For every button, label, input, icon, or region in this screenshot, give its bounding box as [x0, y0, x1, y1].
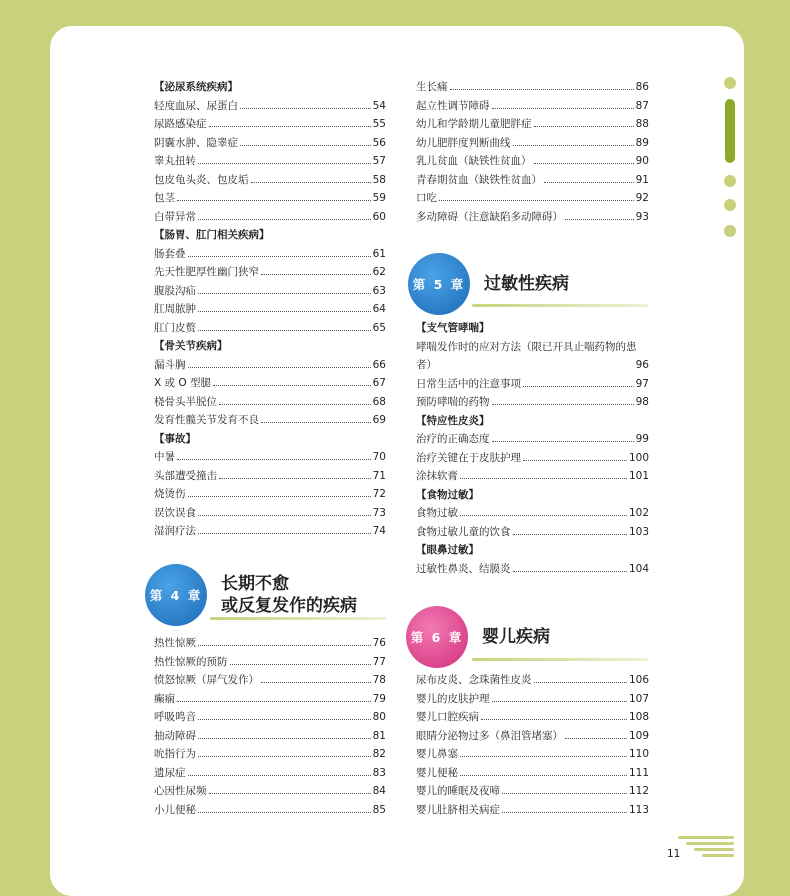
toc-entry-label: 湿润疗法 [154, 525, 196, 537]
toc-entry-label: 睾丸扭转 [154, 155, 196, 167]
dot-leader [240, 145, 371, 146]
toc-entry-page: 72 [372, 488, 386, 500]
toc-entry-page: 113 [628, 803, 649, 816]
dot-leader [198, 163, 371, 164]
toc-entry-page: 103 [628, 525, 649, 538]
dot-leader [513, 534, 627, 535]
toc-entry-label: 眼睛分泌物过多（鼻泪管堵塞） [416, 729, 563, 742]
toc-entry-page: 63 [372, 284, 386, 297]
toc-entry-label: 腹股沟疝 [154, 284, 196, 297]
toc-entry-label: 婴儿肚脐相关病症 [416, 803, 500, 816]
toc-entry-page: 56 [372, 136, 386, 149]
dot-leader [198, 219, 371, 220]
toc-entry-label-line2: 者） [416, 359, 437, 371]
toc-entry-label: 烧烫伤 [154, 488, 186, 500]
toc-entry[interactable] [416, 467, 649, 486]
stripe [678, 836, 734, 839]
toc-entry-page: 70 [372, 451, 386, 463]
toc-entry[interactable] [416, 152, 649, 171]
dot-leader [213, 385, 371, 386]
toc-entry-label: 起立性调节障碍 [416, 99, 490, 112]
toc-entry[interactable] [416, 671, 649, 690]
toc-entry[interactable] [416, 393, 649, 412]
toc-entry[interactable] [416, 560, 649, 579]
toc-entry-page: 73 [372, 506, 386, 519]
toc-entry-page: 71 [372, 469, 386, 482]
stripe [686, 842, 734, 845]
dot-leader [198, 719, 371, 720]
toc-entry[interactable] [416, 375, 649, 394]
toc-entry-label: 婴儿的睡眠及夜啼 [416, 785, 500, 797]
toc-entry[interactable] [154, 690, 386, 709]
toc-entry[interactable] [154, 708, 386, 727]
toc-entry-page: 69 [372, 414, 386, 426]
toc-entry[interactable] [154, 522, 386, 541]
toc-entry-label: 中暑 [154, 451, 175, 463]
dot-leader [230, 664, 371, 665]
nav-dot [724, 225, 736, 237]
toc-entry[interactable] [154, 263, 386, 282]
toc-entry-label: 食物过敏 [416, 507, 458, 519]
chapter-5-badge: 第 5 章 [408, 253, 470, 315]
toc-entry-page: 92 [635, 192, 649, 204]
toc-entry-page: 102 [628, 507, 649, 519]
nav-active-bar [725, 99, 735, 163]
chapter-5-underline [472, 304, 648, 307]
toc-entry-page: 79 [372, 692, 386, 705]
toc-entry-label: 婴儿鼻塞 [416, 748, 458, 760]
toc-entry-label: 幼儿肥胖度判断曲线 [416, 136, 511, 149]
dot-leader [534, 163, 634, 164]
toc-entry-label: 发育性髋关节发育不良 [154, 414, 259, 426]
toc-entry-page: 89 [635, 136, 649, 149]
toc-entry[interactable] [154, 356, 386, 375]
chapter-6-title: 婴儿疾病 [482, 627, 550, 647]
toc-entry-label: X 或 O 型腿 [154, 377, 211, 389]
dot-leader [198, 293, 371, 294]
toc-entry-page: 66 [372, 358, 386, 371]
toc-entry-page: 83 [372, 766, 386, 779]
toc-entry-page: 74 [372, 525, 386, 537]
toc-entry-page: 99 [635, 433, 649, 445]
toc-entry[interactable] [154, 764, 386, 783]
dot-leader [188, 775, 371, 776]
toc-entry-label: 白带异常 [154, 210, 196, 223]
dot-leader [219, 478, 371, 479]
section-heading: 【特应性皮炎】 [416, 414, 490, 427]
chapter-5-list [416, 319, 649, 578]
toc-entry[interactable] [154, 467, 386, 486]
toc-entry-label: 包皮龟头炎、包皮垢 [154, 173, 249, 186]
toc-entry-page: 107 [628, 692, 649, 705]
toc-entry-label: 过敏性鼻炎、结膜炎 [416, 562, 511, 575]
section-heading: 【骨关节疾病】 [154, 340, 228, 352]
toc-entry-page: 81 [372, 729, 386, 742]
toc-entry-page: 65 [372, 321, 386, 334]
toc-entry-page: 61 [372, 247, 386, 260]
toc-entry-label: 婴儿便秘 [416, 766, 458, 779]
toc-entry[interactable] [416, 764, 649, 783]
toc-left-column [154, 78, 386, 541]
dot-leader [198, 515, 371, 516]
toc-entry-label: 遗尿症 [154, 766, 186, 779]
dot-leader [261, 422, 371, 423]
toc-entry-label: 漏斗胸 [154, 358, 186, 371]
toc-entry-page: 55 [372, 118, 386, 130]
toc-entry-page: 80 [372, 711, 386, 723]
toc-entry-page: 91 [635, 173, 649, 186]
toc-entry[interactable] [154, 485, 386, 504]
dot-leader [198, 330, 371, 331]
toc-entry-page: 67 [372, 377, 386, 389]
toc-entry[interactable] [416, 801, 649, 820]
toc-entry-label: 涂抹软膏 [416, 470, 458, 482]
chapter-4-badge: 第 4 章 [145, 564, 207, 626]
dot-leader [460, 756, 627, 757]
toc-entry-page: 111 [628, 766, 649, 779]
toc-entry-page: 54 [372, 99, 386, 112]
chapter-4-list [154, 634, 386, 819]
section-heading: 【事故】 [154, 432, 196, 445]
toc-entry-label: 婴儿口腔疾病 [416, 711, 479, 723]
nav-dot [724, 175, 736, 187]
toc-entry-page: 57 [372, 155, 386, 167]
chapter-4-title-line2: 或反复发作的疾病 [221, 596, 357, 616]
toc-entry-label: 幼儿和学龄期儿童肥胖症 [416, 118, 532, 130]
chapter-6-list [416, 671, 649, 819]
dot-leader [565, 738, 627, 739]
toc-entry[interactable] [154, 319, 386, 338]
toc-entry-page: 62 [372, 266, 386, 278]
dot-leader [198, 311, 371, 312]
toc-entry-label: 轻度血尿、尿蛋白 [154, 99, 238, 112]
toc-entry-page: 98 [635, 396, 649, 408]
toc-entry-label: 乳儿贫血（缺铁性贫血） [416, 155, 532, 167]
toc-entry-page: 101 [628, 470, 649, 482]
dot-leader [565, 219, 634, 220]
toc-entry-page: 82 [372, 748, 386, 760]
toc-entry-label: 尿布皮炎、念珠菌性皮炎 [416, 674, 532, 686]
toc-entry-label: 热性惊厥 [154, 637, 196, 649]
dot-leader [544, 182, 634, 183]
toc-entry[interactable] [416, 189, 649, 208]
dot-leader [460, 515, 627, 516]
toc-entry-label: 呼吸鸣音 [154, 711, 196, 723]
toc-entry-page: 84 [372, 785, 386, 797]
toc-entry[interactable] [154, 448, 386, 467]
toc-entry-label: 心因性尿频 [154, 785, 207, 797]
dot-leader [198, 812, 371, 813]
stripe [702, 854, 734, 857]
toc-entry[interactable] [416, 171, 649, 190]
toc-entry-page: 68 [372, 395, 386, 408]
toc-entry[interactable] [154, 245, 386, 264]
dot-leader [523, 386, 634, 387]
toc-entry[interactable] [416, 208, 649, 227]
dot-leader [177, 459, 371, 460]
dot-leader [523, 460, 627, 461]
toc-entry[interactable] [416, 449, 649, 468]
toc-entry-page: 77 [372, 655, 386, 668]
nav-dot [724, 77, 736, 89]
dot-leader [439, 200, 634, 201]
dot-leader [492, 441, 634, 442]
toc-entry-label: 桡骨头半脱位 [154, 395, 217, 408]
toc-entry[interactable] [154, 115, 386, 134]
section-heading: 【食物过敏】 [416, 488, 479, 501]
toc-entry[interactable] [154, 282, 386, 301]
chapter-4-title [221, 573, 357, 617]
dot-leader [209, 126, 371, 127]
dot-leader [177, 701, 371, 702]
toc-entry[interactable] [154, 171, 386, 190]
page-number: 11 [667, 848, 681, 860]
toc-entry-label: 肛门皮赘 [154, 321, 196, 334]
toc-entry-page: 85 [372, 803, 386, 816]
dot-leader [240, 108, 371, 109]
toc-entry-page: 100 [628, 451, 649, 464]
toc-entry-page: 58 [372, 173, 386, 186]
toc-entry-page: 90 [635, 155, 649, 167]
toc-entry[interactable] [154, 653, 386, 672]
dot-leader [502, 793, 627, 794]
toc-entry[interactable] [154, 208, 386, 227]
stripe [694, 848, 734, 851]
toc-entry[interactable] [154, 300, 386, 319]
dot-leader [492, 108, 634, 109]
section-heading: 【眼鼻过敏】 [416, 544, 479, 556]
toc-entry-page: 108 [628, 711, 649, 723]
dot-leader [534, 126, 634, 127]
toc-entry-page: 86 [635, 81, 649, 93]
toc-entry[interactable] [416, 523, 649, 542]
dot-leader [188, 256, 371, 257]
toc-entry-label: 食物过敏儿童的饮食 [416, 525, 511, 538]
toc-entry[interactable] [416, 690, 649, 709]
toc-entry[interactable] [154, 745, 386, 764]
toc-entry[interactable] [154, 393, 386, 412]
dot-leader [261, 274, 371, 275]
toc-entry-label: 误饮误食 [154, 506, 196, 519]
toc-entry[interactable] [416, 115, 649, 134]
toc-entry-label: 吮指行为 [154, 748, 196, 760]
toc-entry-label: 生长痛 [416, 81, 448, 93]
dot-leader [198, 756, 371, 757]
toc-entry-label-line1: 哮喘发作时的应对方法（限已开具止喘药物的患 [416, 340, 637, 353]
toc-entry[interactable] [416, 504, 649, 523]
toc-entry[interactable] [154, 671, 386, 690]
toc-entry-label: 包茎 [154, 192, 175, 204]
toc-entry-page: 78 [372, 674, 386, 686]
dot-leader [492, 701, 627, 702]
section-heading: 【泌尿系统疾病】 [154, 81, 238, 93]
toc-entry[interactable] [416, 745, 649, 764]
toc-entry-page: 109 [628, 729, 649, 742]
toc-entry-label: 预防哮喘的药物 [416, 396, 490, 408]
toc-entry-label: 日常生活中的注意事项 [416, 377, 521, 390]
chapter-4-title-line1: 长期不愈 [221, 574, 289, 594]
dot-leader [261, 682, 371, 683]
toc-entry-label: 肛周脓肿 [154, 303, 196, 315]
toc-entry[interactable] [416, 727, 649, 746]
chapter-6-underline [472, 658, 648, 661]
dot-leader [177, 200, 371, 201]
dot-leader [198, 533, 371, 534]
toc-entry-line2 [416, 356, 649, 375]
toc-entry[interactable] [154, 374, 386, 393]
toc-right-column [416, 78, 649, 226]
toc-entry-page: 104 [628, 562, 649, 575]
dot-leader [198, 738, 371, 739]
chapter-6-badge: 第 6 章 [406, 606, 468, 668]
dot-leader [219, 404, 371, 405]
toc-entry[interactable] [416, 782, 649, 801]
toc-entry-page: 96 [635, 359, 649, 371]
toc-entry-page: 97 [635, 377, 649, 390]
toc-entry-label: 肠套叠 [154, 247, 186, 260]
dot-leader [188, 367, 371, 368]
toc-entry[interactable] [154, 782, 386, 801]
toc-entry-page: 64 [372, 303, 386, 315]
toc-entry-label: 尿路感染症 [154, 118, 207, 130]
toc-entry[interactable] [416, 97, 649, 116]
toc-entry[interactable] [154, 727, 386, 746]
nav-dot [724, 199, 736, 211]
toc-entry-label: 婴儿的皮肤护理 [416, 692, 490, 705]
dot-leader [188, 496, 371, 497]
toc-entry[interactable] [416, 338, 649, 375]
toc-entry-label: 青春期贫血（缺铁性贫血） [416, 173, 542, 186]
dot-leader [502, 812, 627, 813]
toc-entry[interactable] [416, 430, 649, 449]
dot-leader [198, 645, 371, 646]
toc-entry[interactable] [154, 152, 386, 171]
toc-entry[interactable] [154, 189, 386, 208]
dot-leader [481, 719, 627, 720]
toc-entry-page: 106 [628, 674, 649, 686]
section-heading: 【支气管哮喘】 [416, 322, 490, 334]
toc-entry-label: 癫痫 [154, 692, 175, 705]
toc-entry-label: 治疗的正确态度 [416, 433, 490, 445]
toc-entry-label: 抽动障碍 [154, 729, 196, 742]
dot-leader [251, 182, 371, 183]
toc-entry-label: 先天性肥厚性幽门狭窄 [154, 266, 259, 278]
toc-entry[interactable] [416, 78, 649, 97]
dot-leader [460, 775, 627, 776]
chapter-4-underline [210, 617, 386, 620]
toc-entry[interactable] [416, 708, 649, 727]
toc-entry[interactable] [154, 134, 386, 153]
toc-entry-label: 治疗关键在于皮肤护理 [416, 451, 521, 464]
toc-entry[interactable] [154, 504, 386, 523]
dot-leader [513, 145, 634, 146]
toc-entry-page: 110 [628, 748, 649, 760]
dot-leader [513, 571, 627, 572]
dot-leader [492, 404, 634, 405]
toc-entry-page: 76 [372, 637, 386, 649]
toc-entry-page: 112 [628, 785, 649, 797]
toc-entry-label: 热性惊厥的预防 [154, 655, 228, 668]
toc-entry-label: 口吃 [416, 192, 437, 204]
toc-entry[interactable] [154, 411, 386, 430]
dot-leader [460, 478, 627, 479]
dot-leader [534, 682, 627, 683]
toc-entry-label: 阴囊水肿、隐睾症 [154, 136, 238, 149]
dot-leader [209, 793, 371, 794]
toc-entry-label: 头部遭受撞击 [154, 469, 217, 482]
chapter-5-title: 过敏性疾病 [484, 274, 569, 294]
toc-entry-label: 愤怒惊厥（屏气发作） [154, 674, 259, 686]
toc-entry-page: 88 [635, 118, 649, 130]
toc-entry-page: 59 [372, 192, 386, 204]
toc-entry-page: 87 [635, 99, 649, 112]
dot-leader [450, 89, 634, 90]
toc-entry-label: 小儿便秘 [154, 803, 196, 816]
section-heading: 【肠胃、肛门相关疾病】 [154, 229, 270, 241]
toc-entry[interactable] [154, 97, 386, 116]
toc-entry-page: 93 [635, 210, 649, 223]
toc-entry[interactable] [154, 801, 386, 820]
toc-entry[interactable] [154, 634, 386, 653]
toc-entry-page: 60 [372, 210, 386, 223]
toc-entry-label: 多动障碍（注意缺陷多动障碍） [416, 210, 563, 223]
toc-entry[interactable] [416, 134, 649, 153]
